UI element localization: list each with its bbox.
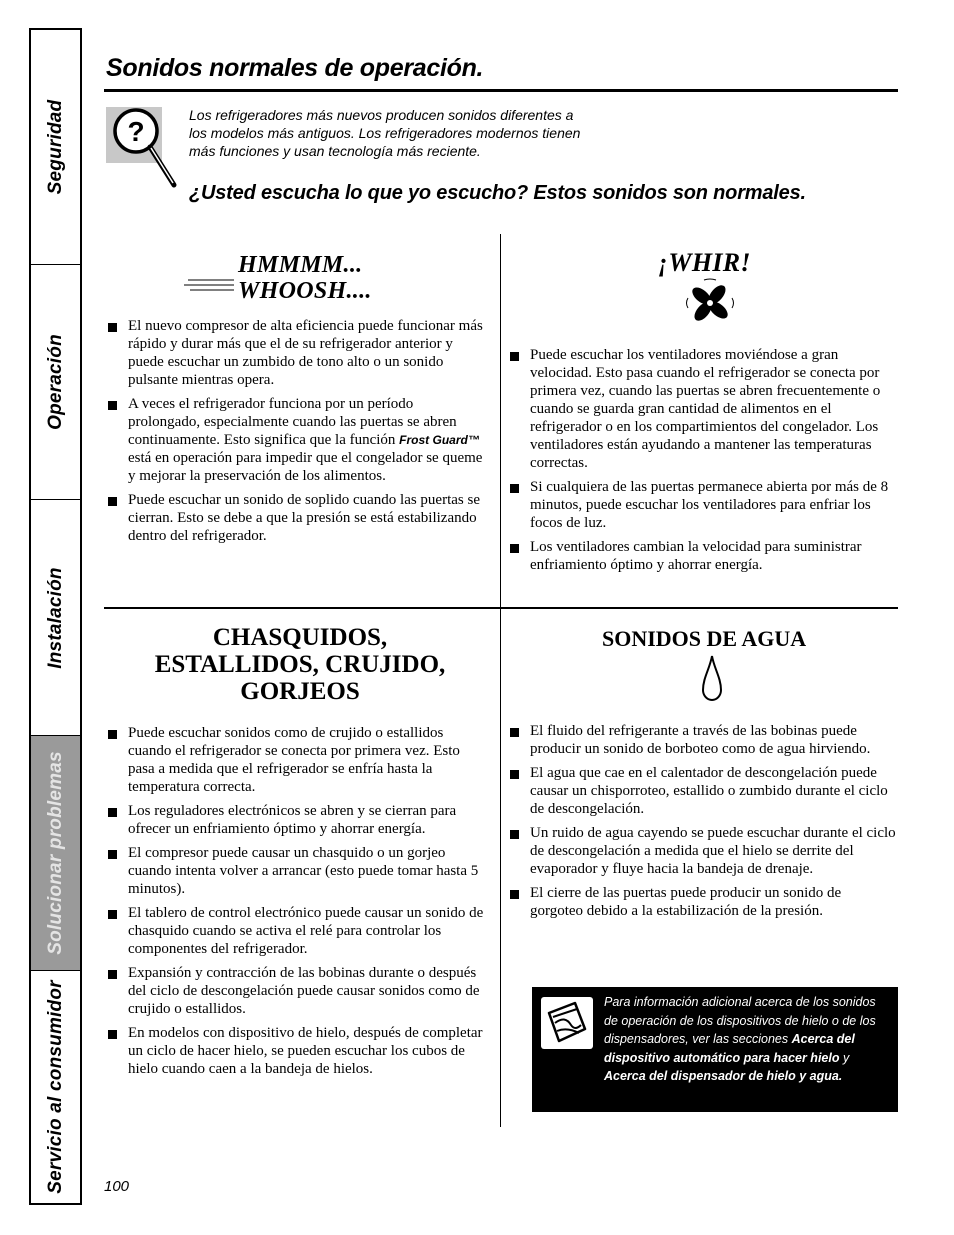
side-tab-operacion[interactable]: Operación — [31, 265, 80, 500]
list-item: El fluido del refrigerante a través de las bobinas puede producir un sonido de borboteo como de agua hirviendo. — [509, 722, 897, 758]
section-heading-hmmm: HMMMM... WHOOSH.... — [238, 252, 372, 304]
list-item: Puede escuchar un sonido de soplido cuando las puertas se cierran. Esto se debe a que la presión se está estabilizando dentro del refrigerador. — [107, 491, 484, 545]
list-item: El nuevo compresor de alta eficiencia puede funcionar más rápido y durar más que el de su refrigerador anterior y puede escuchar un zumbido de tono alto o un sonido pulsante mientras opera. — [107, 317, 484, 389]
list-item: Puede escuchar los ventiladores moviéndose a gran velocidad. Esto pasa cuando el refrigerador se conecta por primera vez, cuando las puertas se abren frecuentemente o cuando se guarda gran cantidad de alimentos en el refrigerador o en los compartimientos del congelador. Los ventiladores están ayudando a mantener las temperaturas correctas. — [509, 346, 899, 472]
list-item: Expansión y contracción de las bobinas durante o después del ciclo de descongelación puede causar sonidos como de crujido o estallidos. — [107, 964, 487, 1018]
list-item: Los ventiladores cambian la velocidad para suministrar enfriamiento óptimo y ahorrar energía. — [509, 538, 899, 574]
note-icon-frame — [541, 997, 593, 1049]
column-divider — [500, 234, 501, 1127]
note-icon — [541, 997, 593, 1049]
list-chasquidos — [107, 724, 487, 1084]
frost-guard-brand: Frost Guard™ — [399, 433, 480, 447]
side-tab-instalacion[interactable]: Instalación — [31, 500, 80, 736]
list-item: El compresor puede causar un chasquido o un gorjeo cuando intenta volver a arrancar (esto puede tomar hasta 5 minutos). — [107, 844, 487, 898]
list-item: A veces el refrigerador funciona por un período prolongado, especialmente cuando las puertas se abren continuamente. Esto significa que la función Frost Guard™ está en operación para impedir que el congelador se queme y mejorar la preservación de los alimentos. — [107, 395, 484, 485]
info-box — [532, 987, 898, 1112]
list-agua — [509, 722, 897, 926]
info-text: Para información adicional acerca de los sonidos de operación de los dispositivos de hielo o de los dispensadores, ver las secciones Acerca del dispositivo automático para hacer hielo y Acerca del dispensador de hielo y agua. — [604, 995, 876, 1083]
section-heading-chasquidos: CHASQUIDOS, ESTALLIDOS, CRUJIDO, GORJEOS — [154, 624, 446, 705]
page-title: Sonidos normales de operación. — [106, 54, 484, 82]
svg-text:?: ? — [127, 116, 145, 147]
list-item: Los reguladores electrónicos se abren y se cierran para ofrecer un enfriamiento óptimo y ahorrar energía. — [107, 802, 487, 838]
side-tab-seguridad[interactable]: Seguridad — [31, 30, 80, 265]
section-heading-agua: SONIDOS DE AGUA — [602, 626, 807, 651]
list-item: Un ruido de agua cayendo se puede escuchar durante el ciclo de descongelación a medida que el hielo se derrite del evaporador y fluye hacia la bandeja de drenaje. — [509, 824, 897, 878]
list-item: Si cualquiera de las puertas permanece abierta por más de 8 minutos, puede escuchar los ventiladores para enfriar los focos de luz. — [509, 478, 899, 532]
list-item: El tablero de control electrónico puede causar un sonido de chasquido cuando se activa el relé para controlar los componentes del refrigerador. — [107, 904, 487, 958]
list-item: Puede escuchar sonidos como de crujido o estallidos cuando el refrigerador se conecta por primera vez. Esto pasa a medida que el refrigerador se enfría hasta la temperatura correcta. — [107, 724, 487, 796]
title-rule — [104, 89, 898, 92]
question-icon — [104, 104, 184, 194]
water-drop-icon — [700, 654, 724, 704]
intro-text: Los refrigeradores más nuevos producen sonidos diferentes a los modelos más antiguos. Los refrigeradores modernos tienen más funciones y usan tecnología más reciente. — [189, 107, 581, 159]
link-ice-maker-section[interactable]: Acerca del dispositivo automático para hacer hielo — [604, 1032, 855, 1065]
list-item: En modelos con dispositivo de hielo, después de completar un ciclo de hacer hielo, se pueden escuchar los cubos de hielo cuando caen a la bandeja de hielos. — [107, 1024, 487, 1078]
section-heading-whir: ¡WHIR! — [658, 248, 751, 277]
list-item: El cierre de las puertas puede producir un sonido de gorgoteo debido a la estabilización de la presión. — [509, 884, 897, 920]
side-tab-servicio-consumidor[interactable]: Servicio al consumidor — [44, 980, 66, 1194]
subheading: ¿Usted escucha lo que yo escucho? Estos sonidos son normales. — [189, 182, 806, 204]
row-divider — [104, 607, 898, 609]
list-whir — [509, 346, 899, 580]
side-tab-solucionar-problemas[interactable]: Solucionar problemas — [31, 736, 80, 971]
whoosh-lines-icon — [184, 277, 236, 293]
link-dispenser-section[interactable]: Acerca del dispensador de hielo y agua. — [604, 1069, 843, 1083]
page-number: 100 — [104, 1178, 130, 1195]
fan-icon — [684, 278, 736, 328]
side-tabs — [29, 28, 82, 1205]
list-item: El agua que cae en el calentador de descongelación puede causar un chisporroteo, estallido o zumbido durante el ciclo de descongelación. — [509, 764, 897, 818]
list-hmmm — [107, 317, 484, 551]
